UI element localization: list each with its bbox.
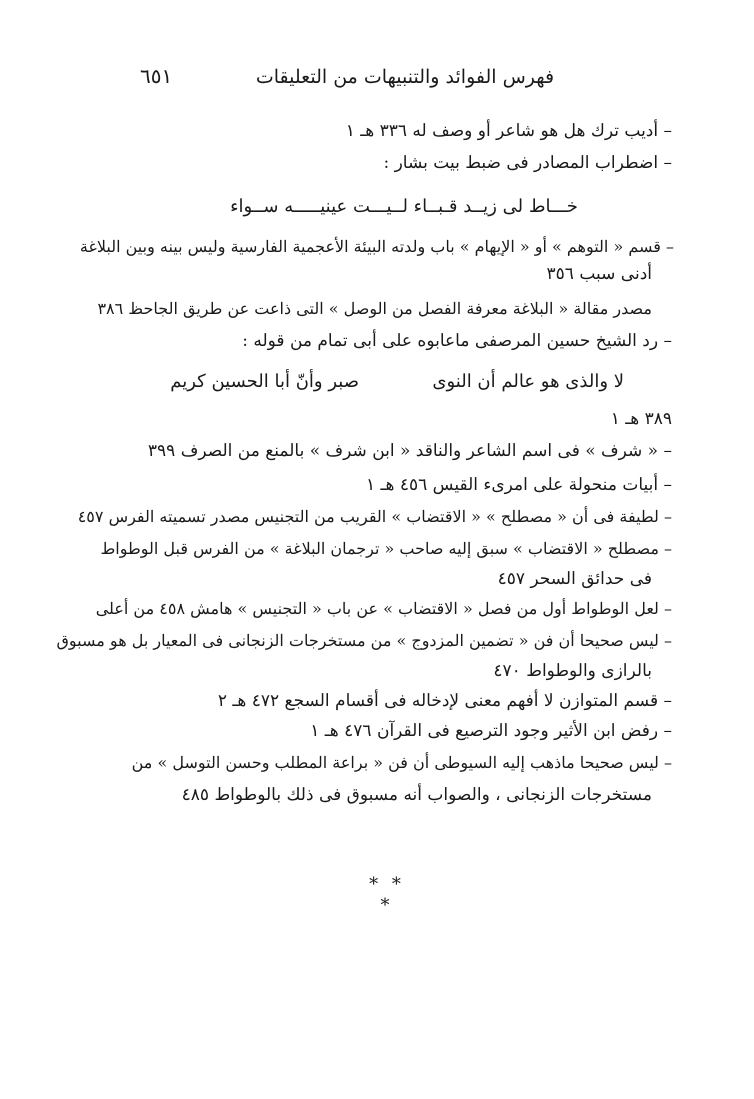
- index-line: – قسم « التوهم » أو « الإيهام » باب ولدته البيئة الأعجمية الفارسية وليس بينه وبين البلاغة: [79, 237, 674, 256]
- index-line: – « شرف » فى اسم الشاعر والناقد « ابن شرف » بالمنع من الصرف ٣٩٩: [147, 441, 672, 461]
- index-line: – قسم المتوازن لا أفهم معنى لإدخاله فى أقسام السجع ٤٧٢ هـ ٢: [217, 691, 672, 711]
- index-line: – ليس صحيحا أن فن « تضمين المزدوج » من مستخرجات الزنجانى فى المعيار بل هو مسبوق: [56, 631, 672, 650]
- index-line: – ليس صحيحا ماذهب إليه السيوطى أن فن « براعة المطلب وحسن التوسل » من: [131, 753, 672, 772]
- index-line: مستخرجات الزنجانى ، والصواب أنه مسبوق فى ذلك بالوطواط ٤٨٥: [181, 785, 652, 805]
- index-line: – رد الشيخ حسين المرصفى ماعابوه على أبى تمام من قوله :: [242, 331, 672, 351]
- index-line: بالرازى والوطواط ٤٧٠: [493, 661, 652, 681]
- page-number: ٦٥١: [140, 64, 173, 88]
- verse-second-hemistich: صبر وأنّ أبا الحسين كريم: [170, 371, 359, 392]
- index-line: ٣٨٩ هـ ١: [610, 409, 672, 429]
- running-header-title: فهرس الفوائد والتنبيهات من التعليقات: [255, 66, 555, 88]
- index-line: – اضطراب المصادر فى ضبط بيت بشار :: [383, 153, 672, 173]
- index-line: فى حدائق السحر ٤٥٧: [497, 569, 652, 589]
- index-line: – أديب ترك هل هو شاعر أو وصف له ٣٣٦ هـ ١: [345, 121, 672, 141]
- index-line: – رفض ابن الأثير وجود الترصيع فى القرآن ٤٧٦ هـ ١: [310, 721, 672, 741]
- index-line: – لطيفة فى أن « مصطلح » « الاقتضاب » القريب من التجنيس مصدر تسميته الفرس ٤٥٧: [77, 507, 672, 526]
- index-line: – أبيات منحولة على امرىء القيس ٤٥٦ هـ ١: [365, 475, 672, 495]
- index-line: – مصطلح « الاقتضاب » سبق إليه صاحب « ترجمان البلاغة » من الفرس قبل الوطواط: [100, 539, 672, 558]
- index-line: – لعل الوطواط أول من فصل « الاقتضاب » عن باب « التجنيس » هامش ٤٥٨ من أعلى: [95, 599, 672, 618]
- verse-first-hemistich: لا والذى هو عالم أن النوى: [432, 371, 624, 392]
- verse-line: خـــاط لى زيــد قـبــاء لــيـــت عينيـــــه ســواء: [230, 196, 578, 217]
- section-separator: * * *: [369, 874, 405, 916]
- index-line: أدنى سبب ٣٥٦: [546, 264, 652, 284]
- index-line: مصدر مقالة « البلاغة معرفة الفصل من الوصل » التى ذاعت عن طريق الجاحظ ٣٨٦: [97, 299, 652, 318]
